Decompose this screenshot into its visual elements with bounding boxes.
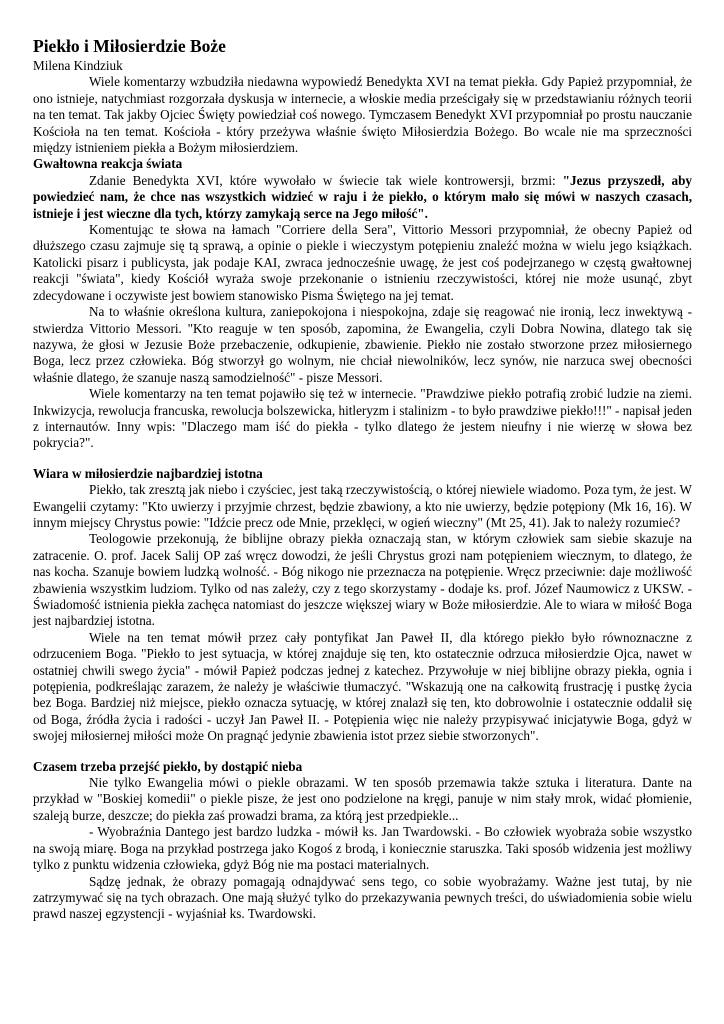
section1-paragraph: Komentując te słowa na łamach "Corriere della Sera", Vittorio Messori przypomniał, że obecny Papież od dłuższego czasu zajmuje się tą sprawą, a opinie o piekle i wieczystym potępieniu znaleźć można w wielu jego książkach. Katolicki pisarz i publicysta, jak podaje KAI, zwraca jednocześnie uwagę, że jest coś podejrzanego w częstą gwałtownej reakcji "świata", kiedy Kościół wyraża swoje przekonanie o istnieniu rzeczywistości, której nie może usunąć, zbyt zdecydowane i oczywiste jest bowiem stanowisko Pisma Świętego na jej temat. bbox=[33, 222, 692, 303]
section-heading-2: Wiara w miłosierdzie najbardziej istotna bbox=[33, 465, 263, 481]
section1-paragraph: Na to właśnie określona kultura, zaniepokojona i niespokojna, zdaje się reagować nie ironią, lecz inwektywą - stwierdza Vittorio Messori. "Kto reaguje w ten sposób, zapomina, że Ewangelia, czyli Dobra Nowina, dlatego tak się nazywa, że głosi w Jezusie Boże przebaczenie, odkupienie, zbawienie. Piekło nie zostało stworzone przez miłosiernego Boga, lecz przez człowieka. Bóg stworzył go wolnym, nie chciał niewolników, lecz synów, nie narzuca swej obecności właśnie dlatego, że szanuje naszą samodzielność" - pisze Messori. bbox=[33, 304, 692, 385]
section1-paragraph-quote bbox=[33, 173, 692, 222]
section3-paragraph: Sądzę jednak, że obrazy pomagają odnajdywać sens tego, co sobie wyobrażamy. Ważne jest tutaj, by nie zatrzymywać się na tych obrazach. One mają służyć tylko do przekazywania pewnych treści, do uświadomienia sobie wielu prawd naszej egzystencji - wyjaśniał ks. Twardowski. bbox=[33, 873, 692, 922]
papal-quote: "Jezus przyszedł, aby powiedzieć nam, że chce nas wszystkich widzieć w raju i że piekło, o którym mało się mówi w naszych czasach, istnieje i jest wieczne dla tych, którzy zamykają serce na Jego miłość". bbox=[33, 172, 692, 221]
intro-paragraph: Wiele komentarzy wzbudziła niedawna wypowiedź Benedykta XVI na temat piekła. Gdy Papież przypomniał, że ono istnieje, natychmiast rozgorzała dyskusja w internecie, a włoskie media prześcigały się w przedstawianiu różnych teorii na ten temat. Tak jakby Ojciec Święty powiedział coś nowego. Tymczasem Benedykt XVI przypomniał po prostu nauczanie Kościoła na ten temat. Kościoła - który przeżywa właśnie święto Miłosierdzia Bożego. Bo wcale nie ma sprzeczności między istnieniem piekła a Bożym miłosierdziem. bbox=[33, 74, 692, 156]
section2-paragraph: Teologowie przekonują, że biblijne obrazy piekła oznaczają stan, w którym człowiek sam siebie skazuje na zatracenie. O. prof. Jacek Salij OP zaś wręcz dowodzi, że jeśli Chrystus grozi nam potępieniem wiecznym, to dlatego, że nas kocha. Szanuje bowiem ludzką wolność. - Bóg nikogo nie przeznacza na potępienie. Wręcz przeciwnie: daje możliwość zbawienia wszystkim ludziom. Tylko od nas zależy, czy z tego skorzystamy - dodaje ks. prof. Józef Naumowicz z UKSW. - Świadomość istnienia piekła zachęca natomiast do jeszcze większej wiary w Boże miłosierdzie. Ale to wiara w miłość Boga jest najbardziej istotna. bbox=[33, 531, 692, 629]
article-title: Piekło i Miłosierdzie Boże bbox=[33, 36, 226, 56]
section3-paragraph: Nie tylko Ewangelia mówi o piekle obrazami. W ten sposób przemawia także sztuka i literatura. Dante na przykład w "Boskiej komedii" o piekle pisze, że jest ono podzielone na kręgi, panuje w nim stały mrok, widać płomienie, szaleją burze, deszcze; do piekła zaś prowadzi brama, za którą jest przedpiekle... bbox=[33, 775, 692, 823]
section-heading-1: Gwałtowna reakcja świata bbox=[33, 156, 183, 172]
section2-paragraph: Piekło, tak zresztą jak niebo i czyściec, jest taką rzeczywistością, o której niewiele wiadomo. Poza tym, że jest. W Ewangelii czytamy: "Kto uwierzy i przyjmie chrzest, będzie zbawiony, a kto nie uwierzy, będzie potępiony (Mk 16, 16). W innym miejscy Chrystus powie: "Idźcie precz ode Mnie, przeklęci, w ogień wieczny" (Mt 25, 41). Jak to należy rozumieć? bbox=[33, 482, 692, 530]
section2-paragraph: Wiele na ten temat mówił przez cały pontyfikat Jan Paweł II, dla którego piekło było równoznaczne z odrzuceniem Boga. "Piekło to jest sytuacja, w której znajduje się ten, kto ostatecznie odrzuca miłosierdzie Ojca, nawet w ostatniej chwili swego życia" - mówił Papież podczas jednej z katechez. Przywołuje w niej biblijne obrazy piekła, ognia i potępienia, podkreślając zarazem, że należy je właściwie tłumaczyć. "Wskazują one na całkowitą frustrację i pustkę życia bez Boga. Bardziej niż miejsce, piekło oznacza sytuację, w której znalazł się ten, kto dobrowolnie i ostatecznie oddalił się od Boga, źródła życia i radości - uczył Jan Paweł II. - Potępienia więc nie należy przypisywać inicjatywie Boga, gdyż w swojej miłosiernej miłości może On pragnąć jedynie zbawienia istot przez siebie stworzonych". bbox=[33, 629, 692, 744]
article-author: Milena Kindziuk bbox=[33, 58, 123, 73]
section3-paragraph: - Wyobraźnia Dantego jest bardzo ludzka - mówił ks. Jan Twardowski. - Bo człowiek wyobraża sobie wszystko na swoją miarę. Boga na przykład postrzega jako Kogoś z brodą, i koniecznie staruszka. Taki sposób widzenia jest możliwy tylko z punktu widzenia człowieka, gdyż Bóg nie ma postaci materialnych. bbox=[33, 824, 692, 873]
quote-lead-in: Zdanie Benedykta XVI, które wywołało w świecie tak wiele kontrowersji, brzmi: bbox=[89, 172, 563, 188]
section-heading-3: Czasem trzeba przejść piekło, by dostąpić nieba bbox=[33, 758, 303, 774]
section1-paragraph: Wiele komentarzy na ten temat pojawiło się też w internecie. "Prawdziwe piekło potrafią zrobić ludzie na ziemi. Inkwizycja, rewolucja francuska, rewolucja bolszewicka, hitleryzm i stalinizm - to było prawdziwe piekło!!!" - napisał jeden z internautów. Inny wpis: "Dlaczego mam iść do piekła - tylko dlatego że jestem nieufny i nie wierzę w słowa bez pokrycia?". bbox=[33, 386, 692, 451]
